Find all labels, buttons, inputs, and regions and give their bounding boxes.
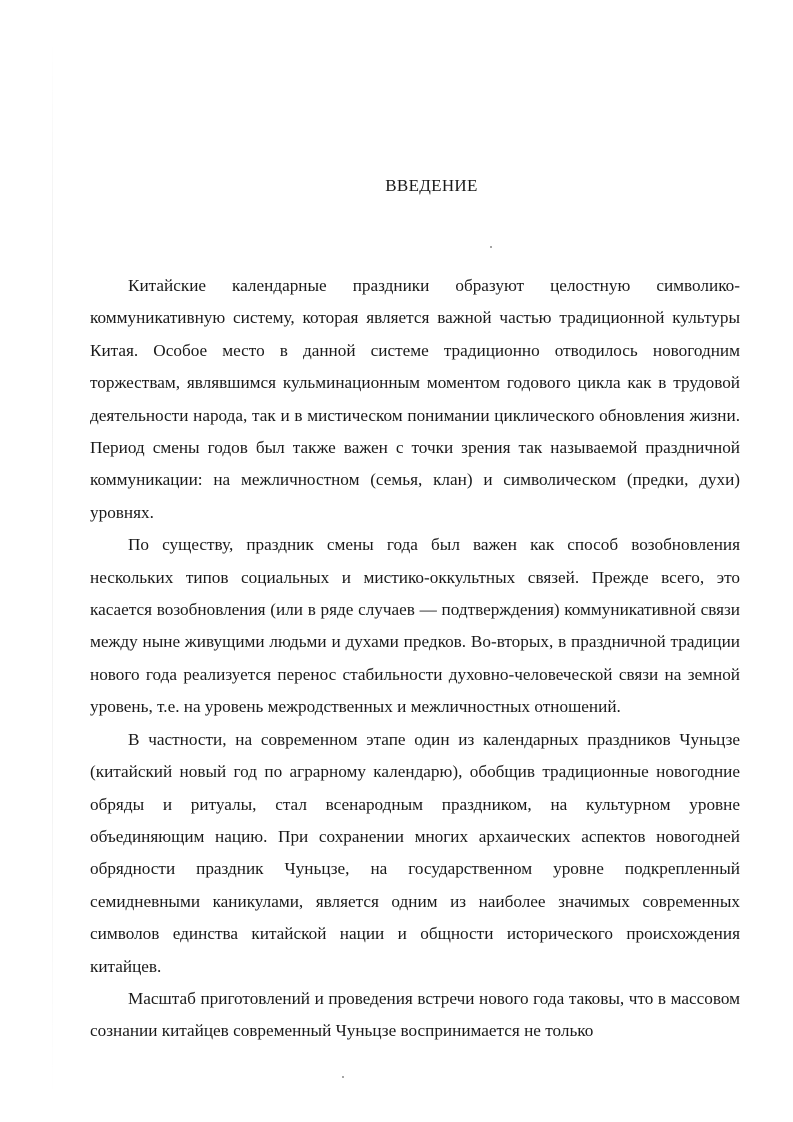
document-page — [90, 0, 740, 1122]
paragraph: По существу, праздник смены года был важен как способ возобновления нескольких типов социальных и мистико-оккультных связей. Прежде всего, это касается возобновления (или в ряде случаев — подтверждения) коммуникативной связи между ныне живущими людьми и духами предков. Во-вторых, в праздничной традиции нового года реализуется перенос стабильности духовно-человеческой связи на земной уровень, т.е. на уровень межродственных и межличностных отношений. — [90, 535, 740, 717]
paragraph: Масштаб приготовлений и проведения встречи нового года таковы, что в массовом сознании китайцев современный Чуньцзе воспринимается не только — [90, 988, 740, 1041]
paragraph: Китайские календарные праздники образуют целостную символико-коммуникативную систему, которая является важной частью традиционной культуры Китая. Особое место в данной системе традиционно отводилось новогодним торжествам, являвшимся кульминационным моментом годового цикла как в трудовой деятельности народа, так и в мистическом понимании циклического обновления жизни. Период смены годов был также важен с точки зрения так называемой праздничной коммуникации: на межличностном (семья, клан) и символическом (предки, духи) уровнях. — [90, 276, 740, 522]
document-body — [90, 270, 740, 1048]
paragraph: В частности, на современном этапе один из календарных праздников Чуньцзе (китайский новый год по аграрному календарю), обобщив традиционные новогодние обряды и ритуалы, стал всенародным праздником, на культурном уровне объединяющим нацию. При сохранении многих архаических аспектов новогодней обрядности праздник Чуньцзе, на государственном уровне подкрепленный семидневными каникулами, является одним из наиболее значимых современных символов единства китайской нации и общности исторического происхождения китайцев. — [90, 729, 740, 976]
scan-edge — [52, 40, 53, 1100]
page-title: ВВЕДЕНИЕ — [385, 176, 478, 195]
